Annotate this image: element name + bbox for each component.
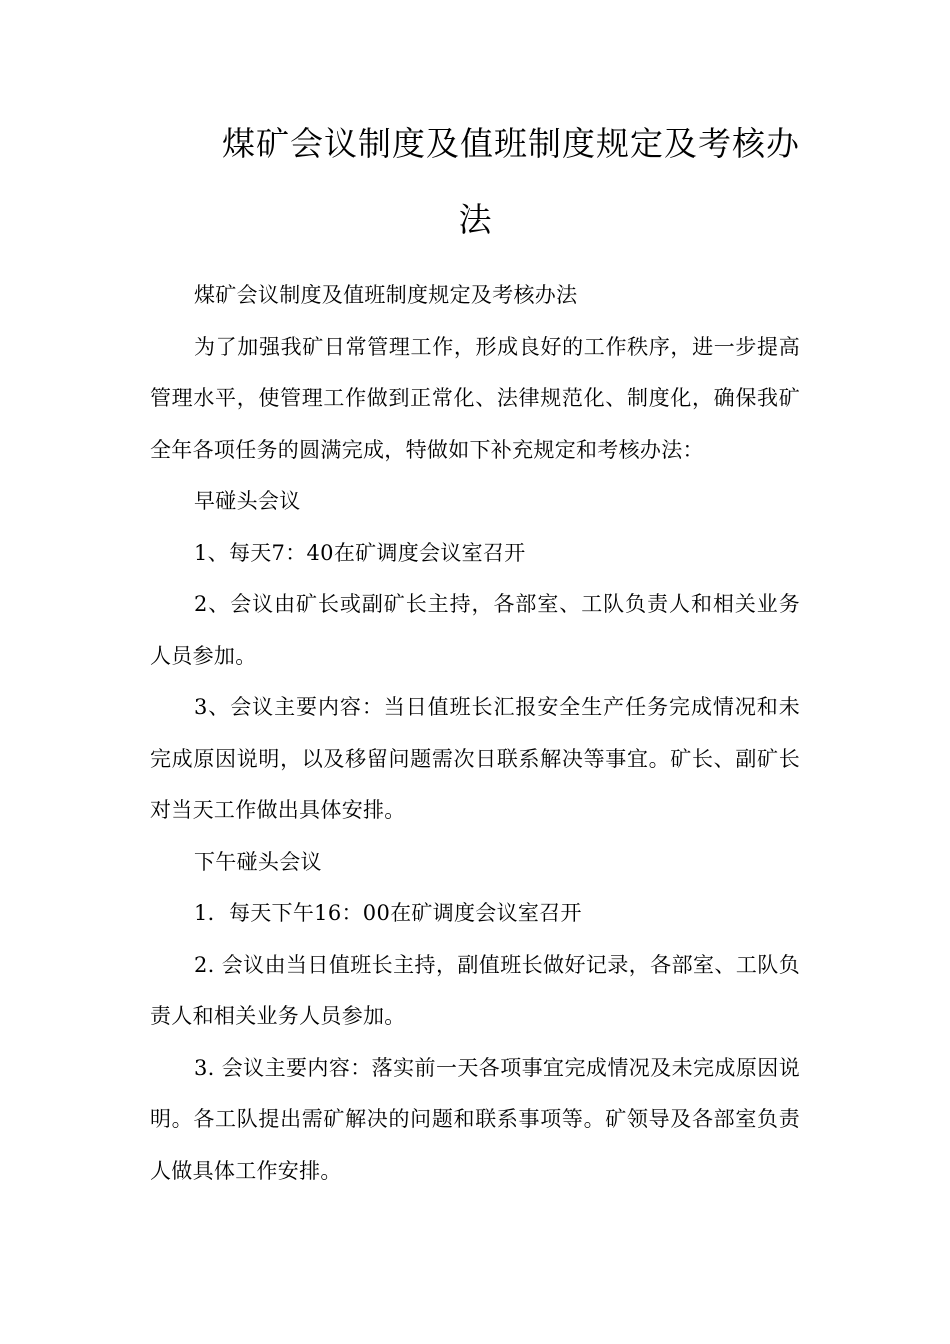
document-title-line-1: 煤矿会议制度及值班制度规定及考核办	[222, 124, 800, 163]
afternoon-meeting-item-1: 1．每天下午16：00在矿调度会议室召开	[194, 901, 582, 925]
subtitle-paragraph: 煤矿会议制度及值班制度规定及考核办法	[194, 283, 578, 307]
afternoon-meeting-item-2: 2. 会议由当日值班长主持，副值班长做好记录，各部室、工队负责人和相关业务人员参加。	[150, 952, 800, 1028]
section-heading-afternoon-meeting: 下午碰头会议	[194, 849, 322, 874]
morning-meeting-item-2: 2、会议由矿长或副矿长主持，各部室、工队负责人和相关业务人员参加。	[150, 592, 800, 668]
document-body	[150, 270, 800, 1197]
document-title-line-2: 法	[458, 200, 492, 239]
morning-meeting-item-1: 1、每天7：40在矿调度会议室召开	[194, 540, 526, 565]
section-heading-morning-meeting: 早碰头会议	[194, 489, 301, 513]
intro-paragraph: 为了加强我矿日常管理工作，形成良好的工作秩序，进一步提高管理水平，使管理工作做到正常化、法律规范化、制度化，确保我矿全年各项任务的圆满完成，特做如下补充规定和考核办法：	[150, 334, 800, 462]
afternoon-meeting-item-3: 3. 会议主要内容：落实前一天各项事宜完成情况及未完成原因说明。各工队提出需矿解决的问题和联系事项等。矿领导及各部室负责人做具体工作安排。	[150, 1055, 800, 1183]
morning-meeting-item-3: 3、会议主要内容：当日值班长汇报安全生产任务完成情况和未完成原因说明，以及移留问题需次日联系解决等事宜。矿长、副矿长对当天工作做出具体安排。	[150, 695, 800, 822]
